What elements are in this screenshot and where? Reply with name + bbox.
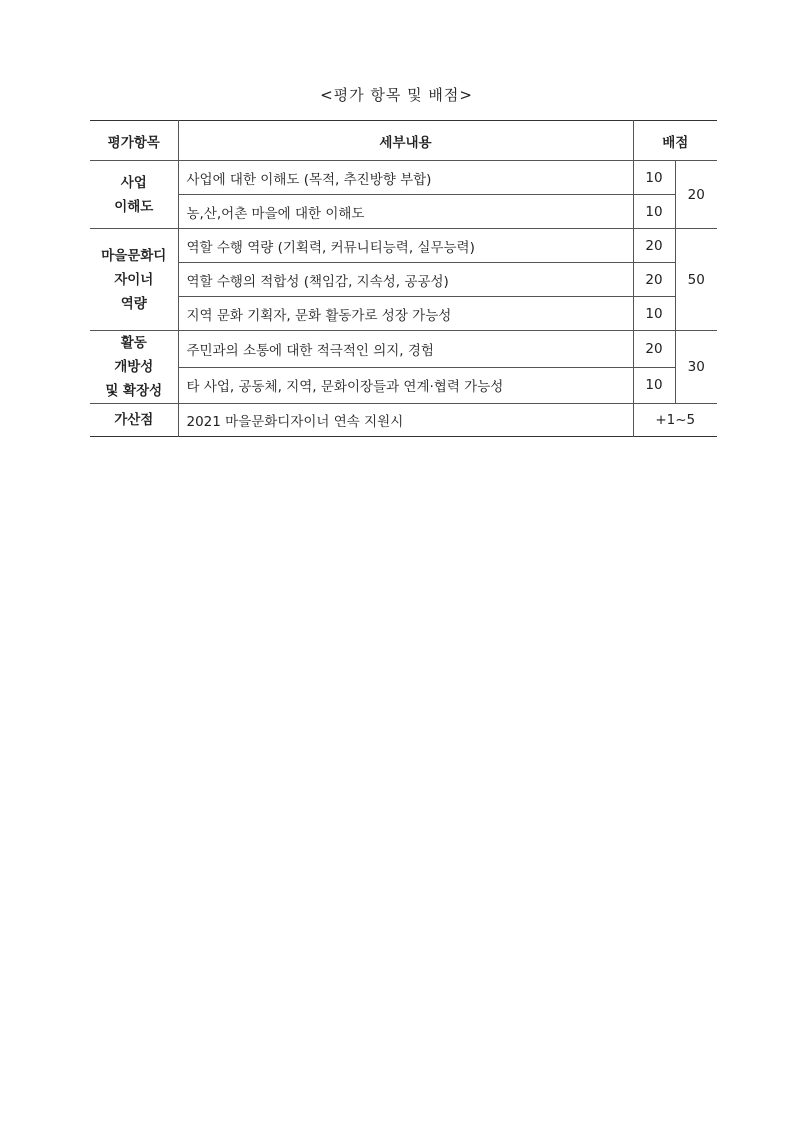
score-cell: 10: [633, 161, 675, 195]
category-line: 역량: [120, 295, 147, 312]
total-cell: 20: [675, 161, 717, 229]
score-cell: 10: [633, 367, 675, 404]
score-cell: 10: [633, 195, 675, 229]
category-line: 사업: [120, 174, 147, 191]
detail-cell: 역할 수행의 적합성 (책임감, 지속성, 공공성): [178, 263, 633, 297]
bonus-score-cell: +1~5: [633, 404, 717, 437]
document-title: <평가 항목 및 배점>: [320, 86, 473, 104]
evaluation-table: [90, 120, 717, 437]
category-line: 개방성: [114, 359, 154, 375]
bonus-category-cell: 가산점: [90, 404, 178, 437]
header-score: 배점: [662, 134, 689, 151]
category-line: 및 확장성: [105, 383, 163, 399]
table-row: [90, 263, 717, 297]
score-cell: 20: [633, 229, 675, 263]
category-cell: [90, 331, 178, 404]
detail-cell: 역할 수행 역량 (기획력, 커뮤니티능력, 실무능력): [178, 229, 633, 263]
total-cell: 50: [675, 229, 717, 331]
header-category: 평가항목: [90, 121, 178, 161]
table-header-row: [90, 121, 717, 161]
detail-cell: 주민과의 소통에 대한 적극적인 의지, 경험: [178, 331, 633, 368]
table-row: [90, 331, 717, 368]
table-row: [90, 195, 717, 229]
detail-cell: 사업에 대한 이해도 (목적, 추진방향 부합): [178, 161, 633, 195]
category-line: 마을문화디: [101, 247, 167, 264]
table-row: [90, 161, 717, 195]
detail-cell: 지역 문화 기획자, 문화 활동가로 성장 가능성: [178, 297, 633, 331]
bonus-detail-cell: 2021 마을문화디자이너 연속 지원시: [178, 404, 633, 437]
category-line: 활동: [120, 335, 147, 351]
bonus-row: [90, 404, 717, 437]
score-cell: 20: [633, 331, 675, 368]
total-cell: 30: [675, 331, 717, 404]
detail-cell: 타 사업, 공동체, 지역, 문화이장들과 연계·협력 가능성: [178, 367, 633, 404]
table-row: [90, 229, 717, 263]
detail-cell: 농,산,어촌 마을에 대한 이해도: [178, 195, 633, 229]
table-row: [90, 297, 717, 331]
header-detail: 세부내용: [178, 121, 633, 161]
category-cell: [90, 229, 178, 331]
category-line: 자이너: [114, 271, 154, 288]
category-line: 이해도: [114, 198, 154, 215]
score-cell: 10: [633, 297, 675, 331]
table-row: [90, 367, 717, 404]
score-cell: 20: [633, 263, 675, 297]
category-cell: [90, 161, 178, 229]
